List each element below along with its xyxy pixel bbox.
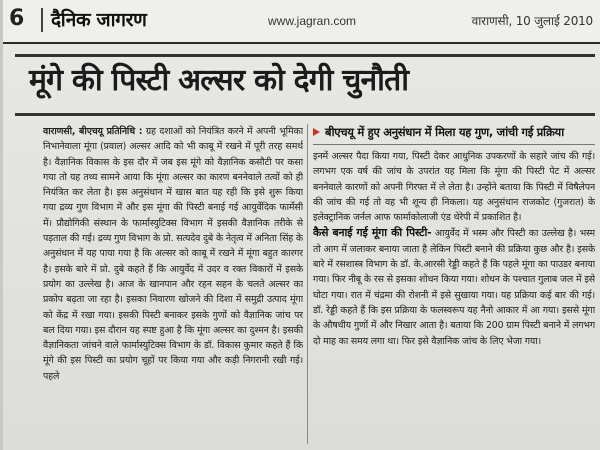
website-url: www.jagran.com (268, 14, 357, 28)
article-body-right-1: इनमें अल्सर पैदा किया गया, पिस्टी देकर आधुनिक उपकरणों के सहारे जांच की गई। लगभग एक वर्ष की जांच के उपरांत यह मिला कि मूंगा की पिस्टी पेट में अल्सर बननेवाले कारणों को अपनी गिरफ्त में ले लेता है। उन्होंने बताया कि पिस्टी में विषैलेपन की जांच की गई तो वह भी शून्य ही निकला। यह अनुसंधान राजकोट (गुजरात) के इलेक्ट्रानिक जर्नल आफ फार्माकोलाजी एंड थेरेपी में प्रकाशित है। (313, 151, 595, 224)
dateline: वाराणसी, 10 जुलाई 2010 (471, 14, 593, 28)
masthead-divider (41, 8, 43, 32)
article-headline: मूंगे की पिस्टी अल्सर को देगी चुनौती (15, 54, 595, 116)
column-divider (307, 124, 308, 444)
inline-heading: कैसे बनाई गई मूंगा की पिस्टी- (313, 226, 432, 240)
article-right-column (313, 124, 595, 444)
page-number: 6 (9, 6, 25, 31)
masthead (3, 0, 600, 44)
triangle-bullet-icon (313, 128, 320, 136)
article-byline: वाराणसी, बीएचयू प्रतिनिधि : (43, 126, 143, 137)
right-column-text-2: आयुर्वेद में भस्म और पिस्टी का उल्लेख है। भस्म तो आग में जलाकर बनाया जाता है लेकिन पिस्टी बनाने की प्रक्रिया कुछ और है। इसके बारे में रसशास्त्र विभाग के डॉ. के.आरसी रेड्डी कहते हैं कि पहले मूंगा का पाउडर बनाया गया। फिर नीबू के रस से इसका शोधन किया गया। शोधन के पश्चात गुलाब जल में इसे घोटा गया। रात में चंद्रमा की रोशनी में इसे सुखाया गया। यह प्रक्रिया कई बार की गई। डॉ. रेड्डी कहते हैं कि इस प्रक्रिया के फलस्वरूप यह नैनो आकार में आ गया। इससे मूंगा के औषधीय गुणों में और निखार आता है। बताया कि 200 ग्राम पिस्टी बनाने में लगभग दो माह का समय लगा था। फिर इसे वैज्ञानिक जांच के लिए भेजा गया। (313, 228, 595, 347)
article-body-left (43, 124, 303, 384)
subheading-rule (313, 144, 595, 145)
left-column-text: ग्रह दशाओं को नियंत्रित करने में अपनी भूमिका निभानेवाला मूंगा (प्रवाल) अल्सर आदि को भी काबू में रखने में पूरी तरह समर्थ है। वैज्ञानिक विकास के इस दौर में जब इस मूंगे को वैज्ञानिक कसौटी पर कसा गया तो यह तथ्य सामने आया कि मूंगा अल्सर का कारण बननेवाले तत्वों को ही नियंत्रित कर लेता है। इस अनुसंधान में खास बात यह रही कि इसे शुरू किया गया द्रव्य गुण विभाग में और इस मूंगा की पिस्टी बनाई गई आयुर्वेदिक फार्मेसी में। प्रौद्योगिकी संस्थान के फार्मास्युटिक्स विभाग में इसकी वैज्ञानिक तरीके से पड़ताल की गई। द्रव्य गुण विभाग के प्रो. सत्यदेव दुबे के नेतृत्व में अनिता सिंह के अनुसंधान में यह पाया गया है कि अल्सर को काबू में रखने में मूंगा बहुत कारगर है। इसके बारे में प्रो. दुबे कहते हैं कि आयुर्वेद में उदर व रक्त विकारों में इसके प्रयोग का उल्लेख है। आज के खानपान और रहन सहन के चलते अल्सर का प्रकोप बढ़ता जा रहा है। इसका निवारण खोजने की दिशा में समुद्री उत्पाद मूंगा को केंद्र में रखा गया। इसकी पिस्टी बनाकर इसके गुणों को वैज्ञानिक जांच पर बल दिया गया। इस दौरान यह स्पष्ट हुआ है कि मूंगा अल्सर का दुश्मन है। इसकी वैज्ञानिकता जांचने वाले फार्मास्युटिक्स विभाग के डॉ. विकास कुमार कहते हैं कि मूंगे की इस पिस्टी का प्रयोग चूहों पर किया गया और कड़ी निगरानी रखी गई। पहले (43, 126, 303, 382)
article-left-column (43, 124, 303, 444)
newspaper-name: दैनिक जागरण (51, 9, 147, 31)
subheading-text: बीएचयू में हुए अनुसंधान में मिला यह गुण, जांची गई प्रक्रिया (325, 125, 564, 139)
article-body-right-2 (313, 225, 595, 348)
article-subheading (313, 124, 595, 140)
